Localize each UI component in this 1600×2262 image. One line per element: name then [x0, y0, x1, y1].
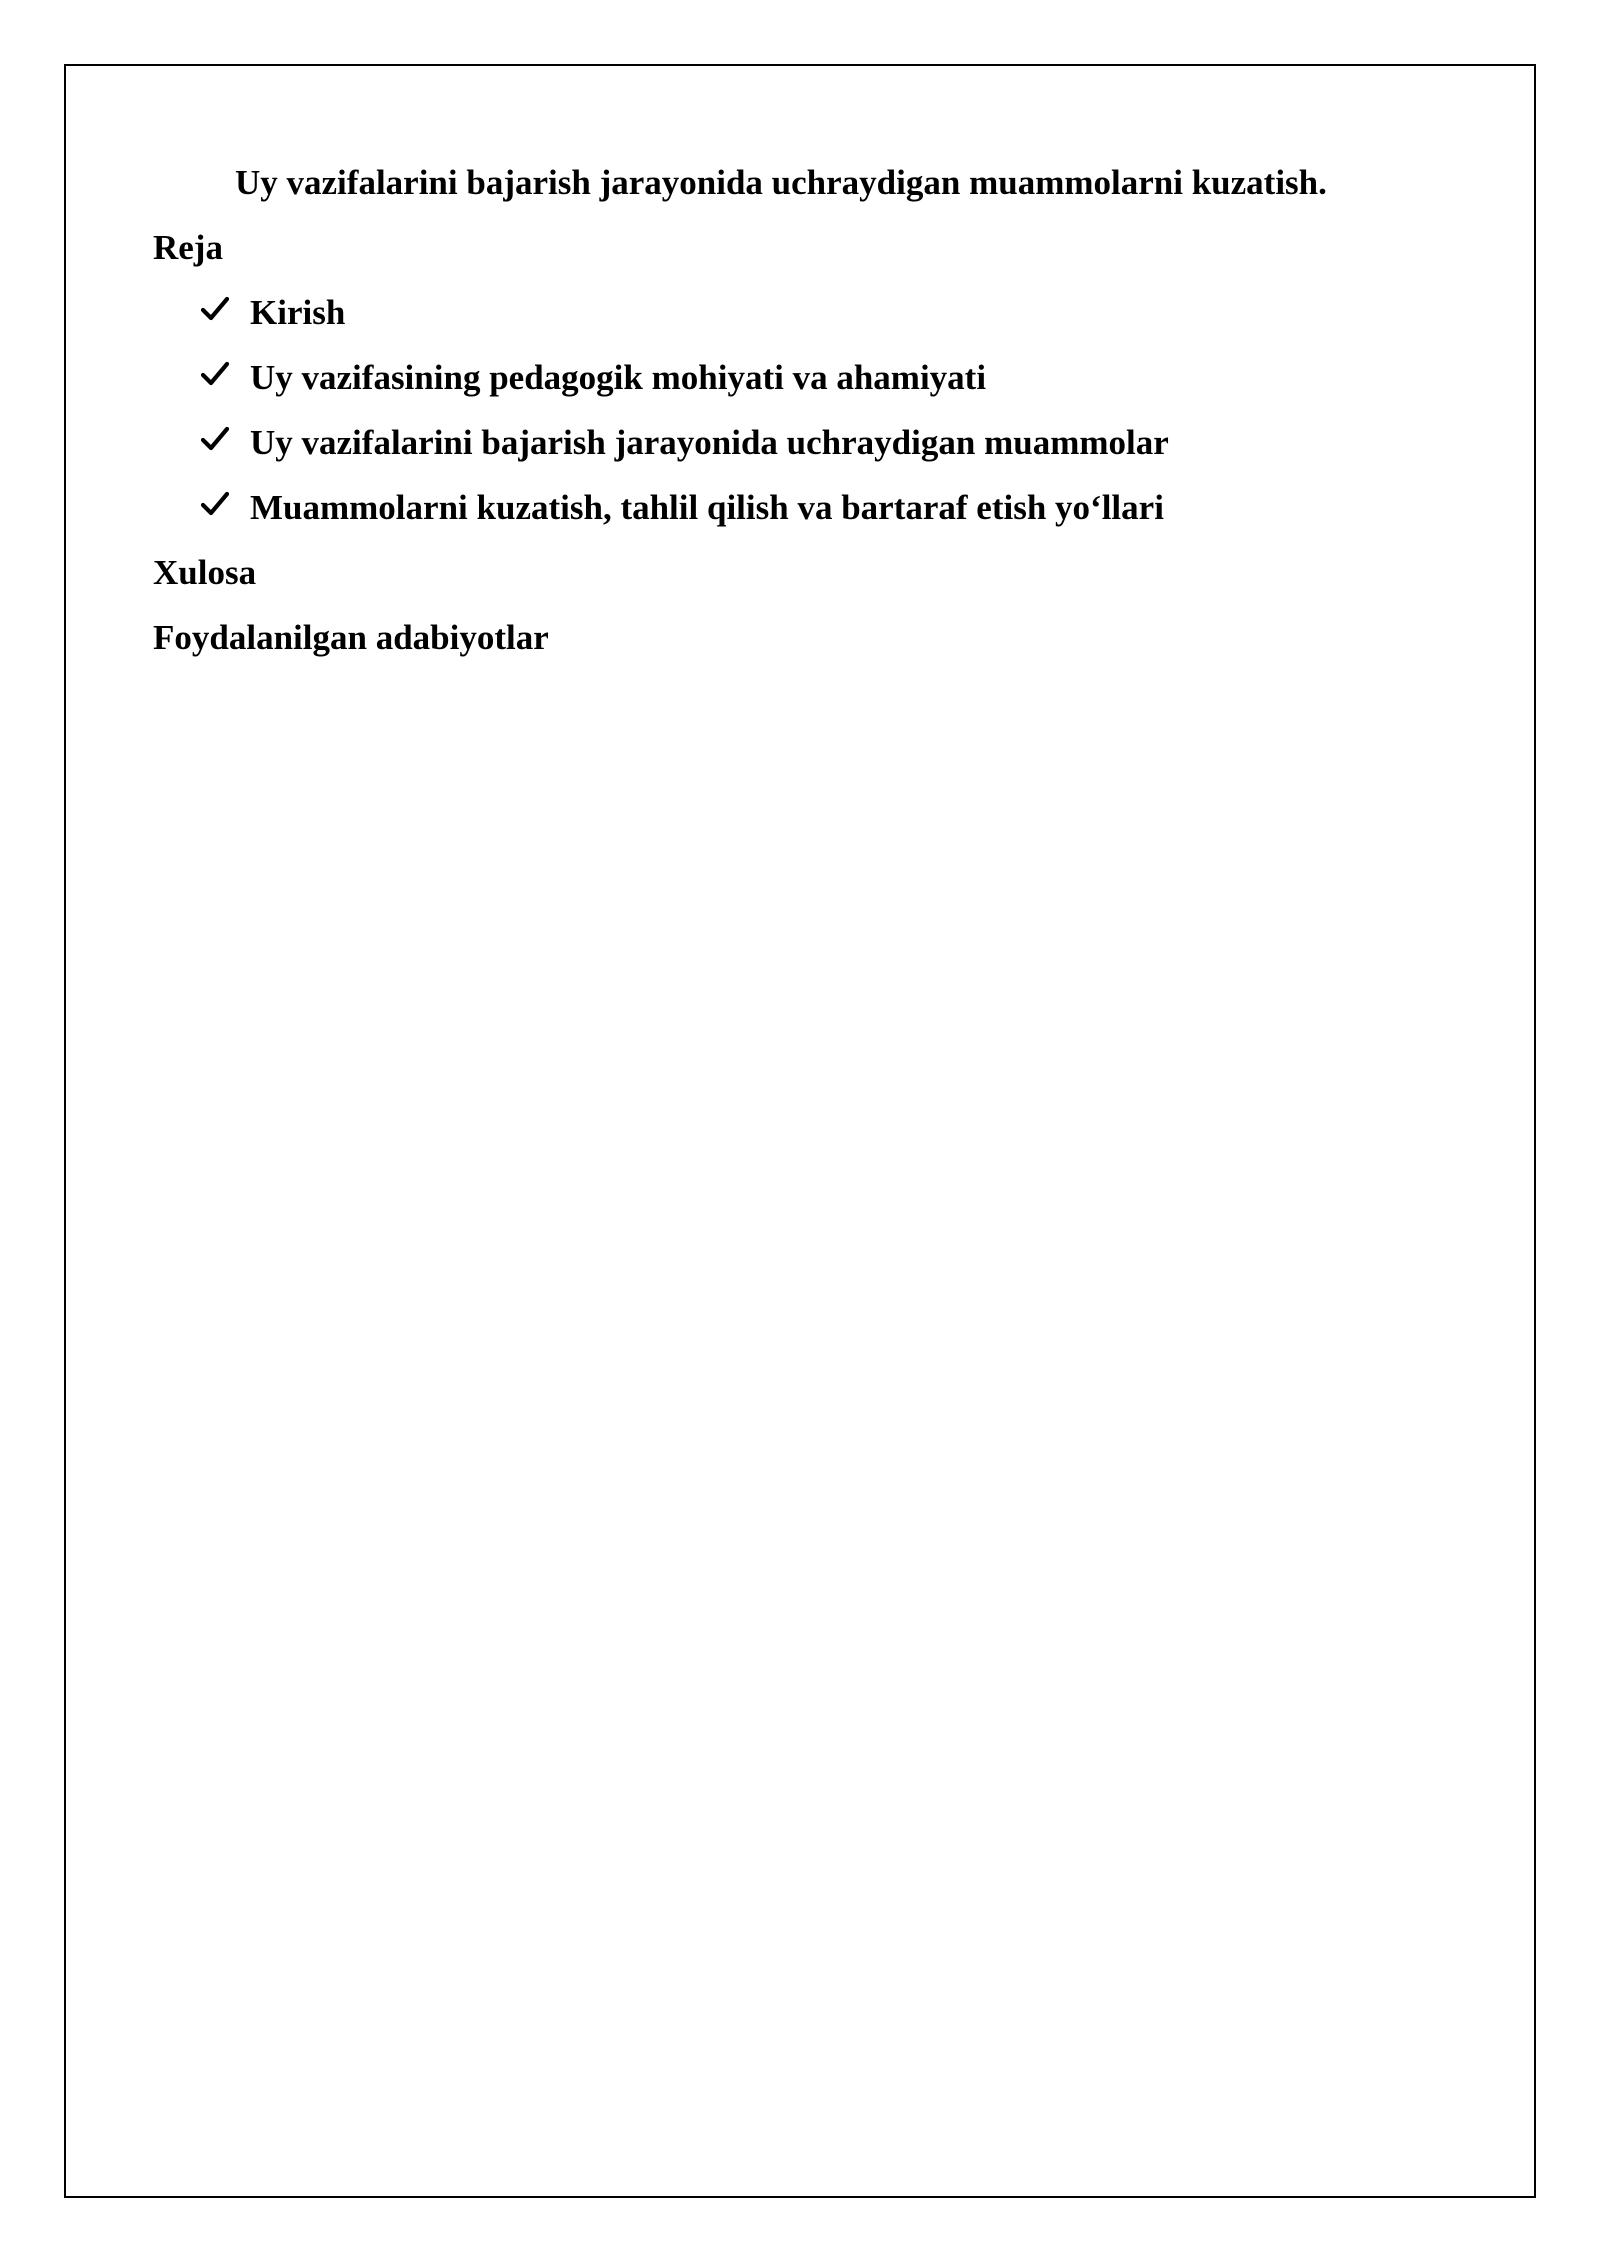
- list-item-label: Uy vazifasining pedagogik mohiyati va ahamiyati: [250, 358, 987, 397]
- document-title: Uy vazifalarini bajarish jarayonida uchraydigan muammolarni kuzatish.: [235, 163, 1327, 202]
- plan-list: [153, 280, 1453, 540]
- checkmark-icon: [201, 475, 237, 540]
- list-item: [153, 475, 1453, 540]
- list-item: [153, 280, 1453, 345]
- list-item-label: Kirish: [250, 293, 346, 332]
- list-item-label: Muammolarni kuzatish, tahlil qilish va bartaraf etish yo‘llari: [250, 488, 1164, 527]
- conclusion-heading: Xulosa: [153, 553, 257, 592]
- document-content: [153, 150, 1453, 670]
- checkmark-icon: [201, 345, 237, 410]
- list-item-label: Uy vazifalarini bajarish jarayonida uchraydigan muammolar: [250, 423, 1169, 462]
- references-heading: Foydalanilgan adabiyotlar: [153, 618, 549, 657]
- checkmark-icon: [201, 410, 237, 475]
- list-item: [153, 345, 1453, 410]
- checkmark-icon: [201, 280, 237, 345]
- plan-heading: Reja: [153, 228, 223, 267]
- list-item: [153, 410, 1453, 475]
